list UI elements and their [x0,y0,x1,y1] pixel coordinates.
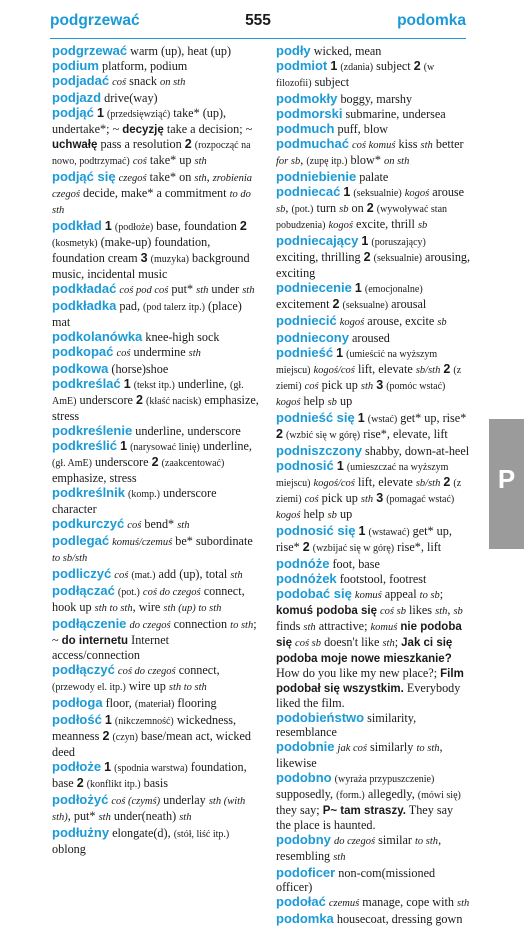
label: (z ziemi) [276,478,462,505]
dictionary-entry: podniecenie 1 (emocjonalne) excitement 2 (seksualne) arousal [276,280,427,311]
label: jak coś [337,743,367,754]
label: (zupę itp.) [306,156,348,167]
dictionary-entry: podlegać komuś/czemuś be* subordinate to sb/sth [52,533,253,564]
headword: podniecony [276,330,349,345]
headword: podgrzewać [52,43,128,58]
dictionary-entry: podjadać coś snack on sth [52,73,186,88]
right-running-headword: podomka [397,12,466,29]
sense-number: 1 [354,281,362,295]
headword: podkreślnik [52,485,125,500]
left-column [52,44,260,857]
label: coś [114,570,129,581]
label: (pot.) [117,587,140,598]
sense-number: 1 [361,234,369,248]
sense-number: 3 [376,491,384,505]
label: (gł. AmE) [52,458,92,469]
headword: podniecić [276,313,337,328]
dictionary-entry: podobno (wyraża przypuszczenie) supposedly, (form.) allegedly, (mówi się) they say; P~ tam straszy. They say the place is haunted. [276,770,461,832]
headword: podkurczyć [52,516,125,531]
headword: podmuch [276,121,335,136]
dictionary-entry: podkolanówka knee-high sock [52,329,220,344]
sense-number: 2 [276,427,283,441]
label: (pod talerz itp.) [143,302,205,313]
sense-number: 1 [120,439,128,453]
headword: podkreślić [52,438,118,453]
dictionary-entry: podoficer non-com(missioned officer) [276,865,436,894]
headword: podlegać [52,533,110,548]
sense-number: 2 [136,393,143,407]
headword: podkopać [52,344,114,359]
label: (pomóc wstać) [386,381,446,392]
label: (wzbić się w górę) [286,430,361,441]
dictionary-entry: podniecający 1 (poruszający) exciting, thrilling 2 (seksualnie) arousing, exciting [276,233,471,280]
headword: podmuchać [276,136,349,151]
headword: podłączać [52,583,115,598]
label: (mat.) [131,570,156,581]
label: sth [360,494,374,505]
headword: podmokły [276,91,338,106]
label: coś [304,381,319,392]
headword: podniecenie [276,280,352,295]
label: sb [417,220,428,231]
label: (wstać) [367,414,398,425]
headword: podjąć [52,105,94,120]
headword: podnosić [276,458,334,473]
headword: podnosić się [276,523,356,538]
label: (komp.) [128,489,160,500]
phrase: Jak ci się podoba moje nowe mieszkanie? [276,637,453,665]
label: (umieszczać na wyższym miejscu) [276,462,449,489]
label: sb [437,317,447,328]
label: sth [194,156,207,167]
label: (przewody el. itp.) [52,682,126,693]
label: (gł. AmE) [52,380,244,407]
headword: podkowa [52,361,109,376]
label: to do sth [52,189,251,216]
sense-number: 2 [413,59,421,73]
headword: podłoże [52,759,102,774]
sense-number: 2 [102,729,110,743]
dictionary-entry: podium platform, podium [52,58,188,73]
headword: podnieść [276,345,334,360]
phrase: decyzję [122,124,164,136]
sense-number: 1 [357,411,365,425]
label: (wyraża przypuszczenie) [334,774,435,785]
headword: podniebienie [276,169,357,184]
headword: podjąć się [52,169,116,184]
label: sb [276,204,286,215]
dictionary-entry: podmuchać coś komuś kiss sth better for sb, (zupę itp.) blow* on sth [276,136,464,167]
page-number: 555 [245,12,271,29]
label: kogoś [276,510,301,521]
headword: podłączyć [52,662,115,677]
headword: podkład [52,218,102,233]
label: (seksualnie) [373,253,422,264]
label: (kłaść nacisk) [146,396,202,407]
label: komuś [354,590,382,601]
label: coś komuś [352,140,396,151]
headword: podnóżek [276,571,337,586]
label: sth (with sth) [52,796,246,823]
dictionary-entry: podnóże foot, base [276,556,380,571]
sense-number: 1 [96,106,104,120]
sense-number: 2 [302,540,310,554]
dictionary-entry: podjazd drive(way) [52,90,158,105]
dictionary-entry: podłoga floor, (materiał) flooring [52,695,217,710]
dictionary-entry: podomka housecoat, dressing gown [276,911,463,926]
dictionary-entry: podniecony aroused [276,330,390,345]
label: sb [339,204,349,215]
dictionary-entry: podmiot 1 (zdania) subject 2 (w filozofii) subject [276,58,435,89]
label: (przedsięwziąć) [106,109,171,120]
label: sth [360,381,374,392]
label: (seksualne) [342,300,389,311]
label: (rozpocząć na nowo, podtrzymać) [52,140,251,167]
sense-number: 2 [151,455,159,469]
right-column [276,44,471,927]
label: sb [327,510,337,521]
label: czegoś [118,173,147,184]
headword: podkreślenie [52,423,133,438]
thumb-tab-letter: P [497,464,516,494]
sense-number: 1 [123,377,131,391]
label: to sth [416,743,440,754]
dictionary-entry: podłożyć coś (czymś) underlay sth (with sth), put* sth under(neath) sth [52,792,246,823]
label: for sb [276,156,301,167]
sense-number: 1 [343,185,351,199]
dictionary-entry: podkładać coś pod coś put* sth under sth [52,281,255,296]
dictionary-entry: podniebienie palate [276,169,389,184]
dictionary-entry: podkreślić 1 (narysować linię) underline, (gł. AmE) underscore 2 (zaakcentować) emphasize, stress [52,438,252,485]
label: (podłoże) [114,222,154,233]
headword: podomka [276,911,334,926]
sense-number: 2 [76,776,84,790]
dictionary-entry: podniecać 1 (seksualnie) kogoś arouse sb, (pot.) turn sb on 2 (wywoływać stan pobudzenia) kogoś excite, thrill sb [276,184,465,231]
sense-number: 1 [104,713,112,727]
label: zrobienia czegoś [52,173,252,200]
phrase: do internetu [61,635,129,647]
sense-number: 1 [104,760,112,774]
sense-number: 1 [336,459,344,473]
label: (materiał) [134,699,175,710]
label: coś [304,494,319,505]
label: do czegoś [333,836,376,847]
label: sth [188,348,201,359]
label: (emocjonalne) [364,284,423,295]
label: (kosmetyk) [52,238,98,249]
dictionary-entry: podłużny elongate(d), (stół, liść itp.) oblong [52,825,230,856]
label: on sth [159,77,186,88]
label: coś [132,156,147,167]
headword: podłużny [52,825,110,840]
label: (pot.) [291,204,314,215]
headword: podkładka [52,298,117,313]
label: komuś/czemuś [112,537,173,548]
label: kogoś/coś [313,365,355,376]
label: sb/sth [415,365,441,376]
sense-number: 2 [332,297,340,311]
label: (w filozofii) [276,62,435,89]
label: (czyn) [112,732,138,743]
sense-number: 2 [443,475,451,489]
phrase: komuś podoba się [276,605,377,617]
sense-number: 1 [330,59,338,73]
sense-number: 3 [140,251,148,265]
label: (wzbijać się w górę) [312,543,395,554]
sense-number: 2 [239,219,247,233]
dictionary-entry: podkurczyć coś bend* sth [52,516,190,531]
label: kogoś [328,220,353,231]
headword: podniecać [276,184,341,199]
headword: podium [52,58,99,73]
dictionary-entry: podmokły boggy, marshy [276,91,413,106]
sense-number: 3 [376,378,384,392]
label: sth to sth [168,682,207,693]
label: (mówi się) [417,790,461,801]
headword: podkolanówka [52,329,143,344]
dictionary-entry: podkopać coś undermine sth [52,344,201,359]
headword: podkreślać [52,376,121,391]
headword: podoficer [276,865,336,880]
label: (wstawać) [368,527,410,538]
headword: podobieństwo [276,710,365,725]
dictionary-entry: podkreślenie underline, underscore [52,423,241,438]
label: to sb [419,590,440,601]
label: sth [230,570,243,581]
header-rule [50,38,466,39]
headword: podnieść się [276,410,355,425]
dictionary-entry: podniecić kogoś arouse, excite sb [276,313,447,328]
label: komuś [370,622,398,633]
page-header [50,10,466,34]
label: (umieścić na wyższym miejscu) [276,349,438,376]
label: sb/sth [415,478,441,489]
label: (narysować linię) [130,442,200,453]
dictionary-entry: podkreślnik (komp.) underscore character [52,485,217,516]
dictionary-entry: podmorski submarine, undersea [276,106,446,121]
label: sth [196,285,209,296]
label: sth [435,606,448,617]
label: sth [242,285,255,296]
headword: podołać [276,894,326,909]
headword: podmiot [276,58,328,73]
label: kogoś [404,188,430,199]
dictionary-entry: podkowa (horse)shoe [52,361,169,376]
label: (z ziemi) [276,365,462,392]
label: sb [453,606,463,617]
headword: podobnie [276,739,335,754]
sense-number: 1 [104,219,112,233]
headword: podliczyć [52,566,112,581]
phrase: P~ tam straszy. [322,805,406,817]
sense-number: 1 [336,346,344,360]
label: coś do czegoś [117,666,176,677]
dictionary-entry: podobny do czegoś similar to sth, resembling sth [276,832,442,863]
dictionary-entry: podnosić 1 (umieszczać na wyższym miejscu) kogoś/coś lift, elevate sb/sth 2 (z ziemi) coś pick up sth 3 (pomagać wstać) kogoś help sb up [276,458,462,521]
phrase: Film podobał się wszystkim. [276,668,464,695]
headword: podjadać [52,73,110,88]
dictionary-entry: podkładka pad, (pod talerz itp.) (place) mat [52,298,242,329]
headword: podłoga [52,695,103,710]
label: coś [127,520,142,531]
label: on sth [383,156,410,167]
dictionary-entry: podłość 1 (nikczemność) wickedness, meanness 2 (czyn) base/mean act, wicked deed [52,712,252,759]
label: to sth [415,836,439,847]
headword: podmorski [276,106,343,121]
label: coś sb [295,638,322,649]
label: (wywoływać stan pobudzenia) [276,204,448,231]
label: (tekst itp.) [133,380,175,391]
label: (stół, liść itp.) [173,829,230,840]
label: sth [194,173,207,184]
headword: podły [276,43,311,58]
label: (zdania) [340,62,374,73]
label: coś [112,77,127,88]
label: coś do czegoś [142,587,201,598]
alphabet-thumb-tab[interactable] [489,419,524,549]
label: coś (czymś) [111,796,161,807]
label: (seksualnie) [353,188,402,199]
dictionary-entry: podłączać (pot.) coś do czegoś connect, hook up sth to sth, wire sth (up) to sth [52,583,245,614]
label: sth (up) to sth [163,603,222,614]
dictionary-entry: podnosić się 1 (wstawać) get* up, rise* 2 (wzbijać się w górę) rise*, lift [276,523,452,554]
label: czemuś [328,898,360,909]
dictionary-entry: podołać czemuś manage, cope with sth [276,894,470,909]
dictionary-entry: podłączenie do czegoś connection to sth; ~ do internetu Internet access/connection [52,616,257,662]
dictionary-entry: podły wicked, mean [276,43,382,58]
left-running-headword: podgrzewać [50,12,140,29]
dictionary-entry: podmuch puff, blow [276,121,389,136]
label: (pomagać wstać) [386,494,455,505]
label: sth [177,520,190,531]
label: sth [457,898,470,909]
dictionary-entry: podgrzewać warm (up), heat (up) [52,43,232,58]
headword: podniszczony [276,443,362,458]
label: (nikczemność) [114,716,174,727]
label: sth [179,812,192,823]
dictionary-entry: podjąć się czegoś take* on sth, zrobienia czegoś decide, make* a commitment to do sth [52,169,252,216]
headword: podobać się [276,586,352,601]
phrase: nie podoba się [276,621,462,649]
dictionary-entry: podkład 1 (podłoże) base, foundation 2 (kosmetyk) (make-up) foundation, foundation cream 3 (muzyka) background music, incidental music [52,218,250,281]
label: sb [327,397,337,408]
label: kogoś [339,317,365,328]
headword: podłączenie [52,616,127,631]
dictionary-entry: podnieść się 1 (wstać) get* up, rise* 2 (wzbić się w górę) rise*, elevate, lift [276,410,467,441]
headword: podnóże [276,556,330,571]
dictionary-entry: podłoże 1 (spodnia warstwa) foundation, base 2 (konflikt itp.) basis [52,759,247,790]
headword: podniecający [276,233,359,248]
label: coś sb [380,606,406,617]
label: kogoś [276,397,301,408]
dictionary-entry: podobać się komuś appeal to sb; komuś podoba się coś sb likes sth, sb finds sth attractive; komuś nie podoba się coś sb doesn't like sth; Jak ci się podoba moje nowe mieszkanie? How do you like my new place?; Film podobał się wszystkim. Everybody liked the film. [276,586,464,710]
label: sth [333,852,346,863]
label: sth to sth [94,603,133,614]
sense-number: 1 [358,524,366,538]
headword: podkładać [52,281,117,296]
label: coś pod coś [119,285,169,296]
dictionary-entry: podniszczony shabby, down-at-heel [276,443,470,458]
label: to sb/sth [52,553,88,564]
headword: podłożyć [52,792,109,807]
label: (zaakcentować) [161,458,225,469]
phrase: uchwałę [52,139,98,151]
dictionary-entry: podnieść 1 (umieścić na wyższym miejscu) kogoś/coś lift, elevate sb/sth 2 (z ziemi) coś pick up sth 3 (pomóc wstać) kogoś help sb up [276,345,462,408]
headword: podjazd [52,90,102,105]
label: to sth [230,620,254,631]
dictionary-entry: podobnie jak coś similarly to sth, likewise [276,739,443,770]
label: do czegoś [129,620,171,631]
headword: podłość [52,712,102,727]
sense-number: 2 [184,137,192,151]
label: (spodnia warstwa) [114,763,188,774]
label: (muzyka) [150,254,189,265]
label: coś [116,348,131,359]
dictionary-entry: podnóżek footstool, footrest [276,571,427,586]
headword: podobno [276,770,332,785]
dictionary-entry: podobieństwo similarity, resemblance [276,710,417,739]
dictionary-entry: podkreślać 1 (tekst itp.) underline, (gł. AmE) underscore 2 (kłaść nacisk) emphasize, stress [52,376,259,423]
label: (konflikt itp.) [86,779,141,790]
dictionary-entry: podłączyć coś do czegoś connect, (przewody el. itp.) wire up sth to sth [52,662,220,693]
label: kogoś/coś [313,478,355,489]
label: (form.) [336,790,365,801]
label: sth [303,622,316,633]
sense-number: 2 [363,250,371,264]
label: sth [382,638,395,649]
sense-number: 2 [366,201,374,215]
headword: podobny [276,832,331,847]
dictionary-entry: podjąć 1 (przedsięwziąć) take* (up), undertake*; ~ decyzję take a decision; ~ uchwałę pass a resolution 2 (rozpocząć na nowo, podtrzymać) coś take* up sth [52,105,253,167]
label: (poruszający) [371,237,426,248]
sense-number: 2 [443,362,451,376]
dictionary-entry: podliczyć coś (mat.) add (up), total sth [52,566,243,581]
label: sth [420,140,433,151]
label: sth [98,812,111,823]
